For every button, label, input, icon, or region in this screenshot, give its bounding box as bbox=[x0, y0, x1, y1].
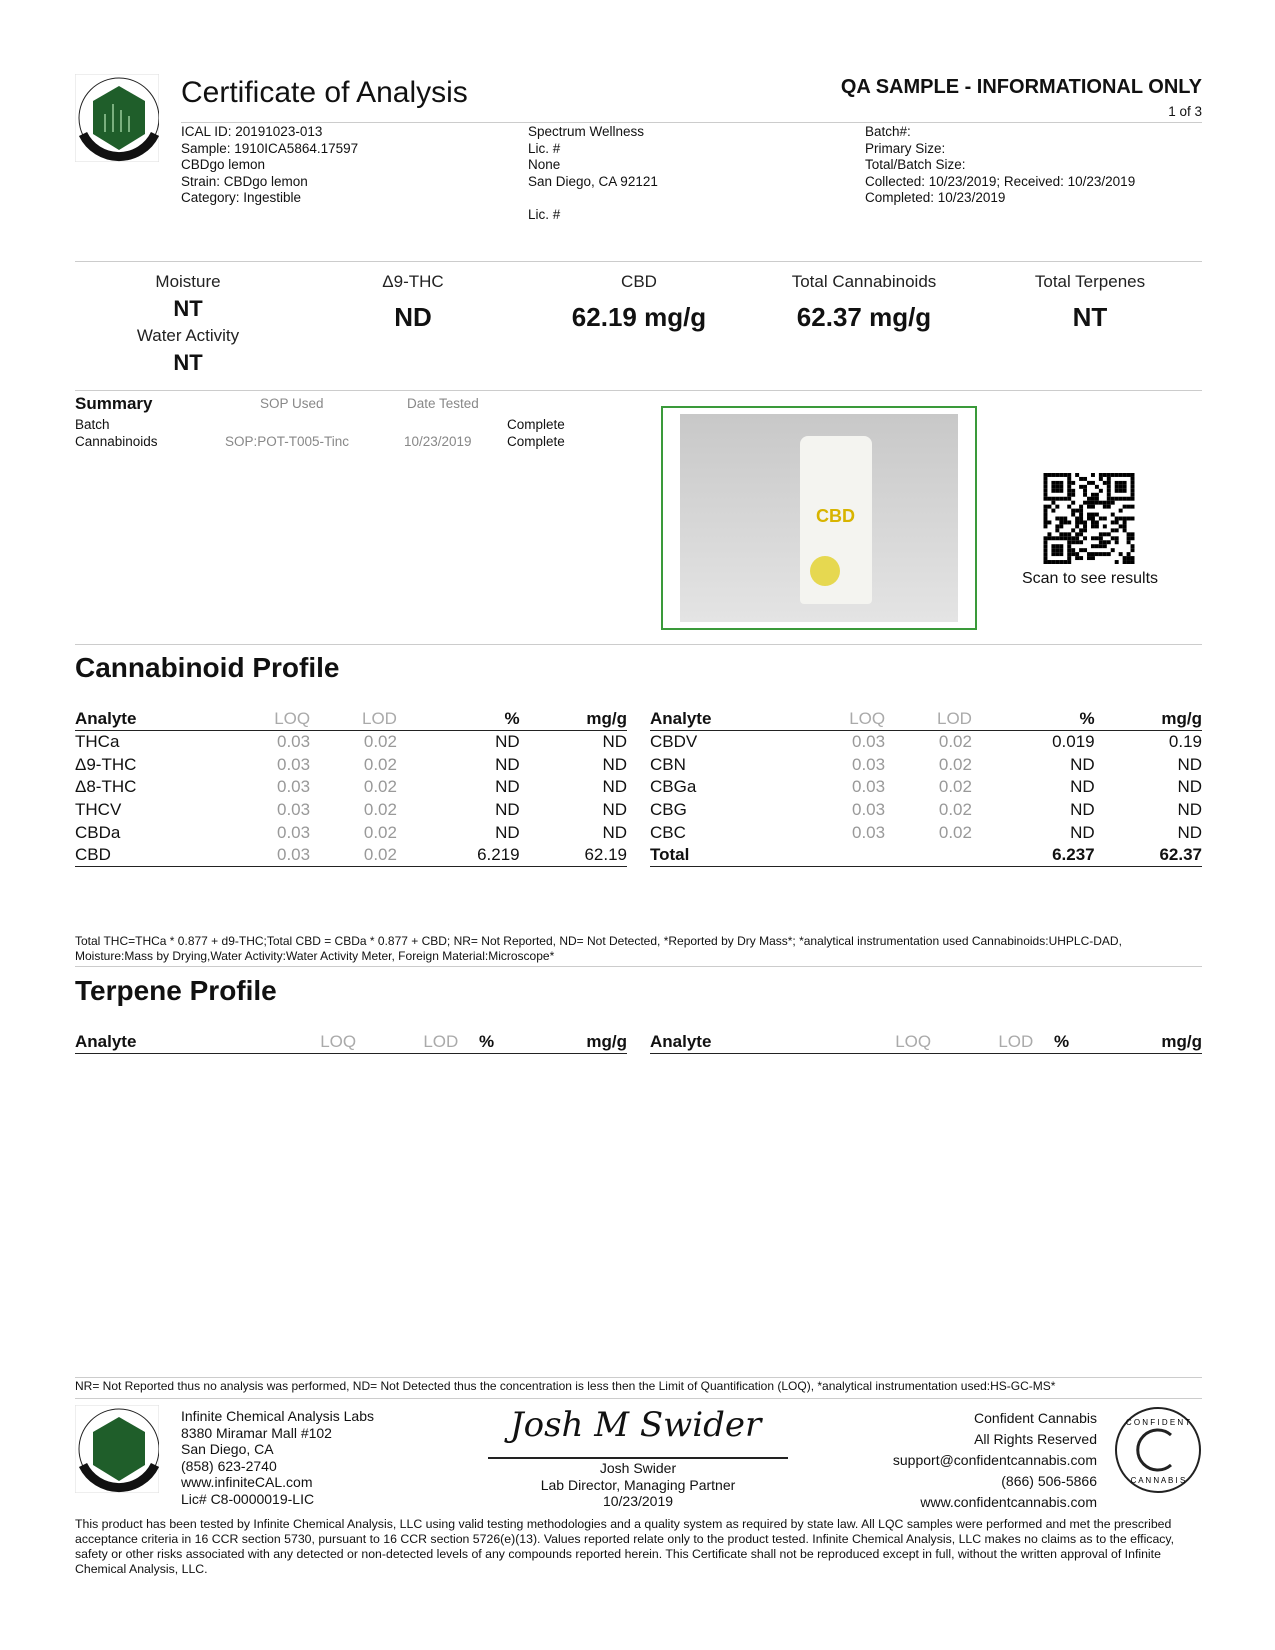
table-cell: 0.02 bbox=[363, 754, 397, 774]
column-header: % bbox=[972, 708, 1095, 731]
column-header: mg/g bbox=[520, 708, 627, 731]
column-header: Analyte bbox=[650, 1031, 854, 1054]
qa-label: QA SAMPLE - INFORMATIONAL ONLY bbox=[840, 76, 1202, 98]
table-cell: 0.02 bbox=[938, 822, 972, 842]
table-cell: ND bbox=[1070, 754, 1095, 774]
moisture-metric: Moisture NT Water Activity NT bbox=[136, 272, 240, 375]
column-header: LOD bbox=[885, 708, 972, 731]
summary-title: Summary bbox=[75, 394, 153, 413]
summary-status: Complete bbox=[507, 434, 565, 449]
svg-text:C A N N A B I S: C A N N A B I S bbox=[1130, 1476, 1186, 1485]
table-cell: 62.37 bbox=[1095, 844, 1202, 867]
column-header: LOD bbox=[310, 708, 397, 731]
column-header: LOD bbox=[931, 1031, 1033, 1054]
svg-text:C O N F I D E N T: C O N F I D E N T bbox=[1125, 1418, 1191, 1427]
table-cell: 0.03 bbox=[852, 777, 886, 797]
table-cell: 0.03 bbox=[277, 822, 311, 842]
table-row bbox=[650, 821, 1202, 844]
table-row bbox=[75, 821, 627, 844]
table-row bbox=[75, 799, 627, 822]
table-cell: ND bbox=[602, 777, 627, 797]
terpene-table-left bbox=[75, 1031, 627, 1054]
column-header: Analyte bbox=[75, 1031, 279, 1054]
table-cell: Δ9-THC bbox=[75, 754, 137, 774]
table-cell: ND bbox=[1177, 822, 1202, 842]
terpene-profile-title: Terpene Profile bbox=[75, 975, 277, 1006]
table-cell bbox=[885, 844, 972, 867]
batch-info: Batch#: Primary Size: Total/Batch Size: Collected: 10/23/2019; Received: 10/23/2019 Completed: 10/23/2019 bbox=[865, 124, 1136, 205]
table-row bbox=[75, 844, 627, 867]
table-cell: ND bbox=[602, 822, 627, 842]
table-row bbox=[650, 731, 1202, 754]
client-info: Spectrum Wellness Lic. # None San Diego, CA 92121 Lic. # bbox=[528, 124, 658, 222]
table-cell: CBDV bbox=[650, 732, 698, 752]
table-cell: 0.03 bbox=[277, 800, 311, 820]
total-terpenes-metric: Total Terpenes NT bbox=[1034, 272, 1146, 332]
summary-row-batch: Batch bbox=[75, 417, 110, 432]
table-cell: Total bbox=[650, 844, 803, 867]
table-cell: 0.02 bbox=[938, 800, 972, 820]
table-row bbox=[650, 844, 1202, 867]
table-cell: ND bbox=[1070, 822, 1095, 842]
table-cell: 6.237 bbox=[972, 844, 1095, 867]
table-cell: 0.02 bbox=[363, 822, 397, 842]
total-cannabinoids-metric: Total Cannabinoids 62.37 mg/g bbox=[791, 272, 937, 332]
table-cell: 0.03 bbox=[277, 732, 311, 752]
table-cell: ND bbox=[1070, 800, 1095, 820]
table-cell: CBN bbox=[650, 754, 686, 774]
table-cell: CBC bbox=[650, 822, 686, 842]
lab-logo-footer bbox=[75, 1405, 159, 1493]
summary-sop: SOP:POT-T005-Tinc bbox=[225, 434, 350, 449]
table-cell: ND bbox=[602, 754, 627, 774]
column-header: LOQ bbox=[228, 708, 310, 731]
lab-address: Infinite Chemical Analysis Labs 8380 Miramar Mall #102 San Diego, CA (858) 623-2740 www.infiniteCAL.com Lic# C8-0000019-LIC bbox=[181, 1408, 374, 1507]
table-cell: ND bbox=[495, 754, 520, 774]
date-header: Date Tested bbox=[407, 396, 479, 411]
signer-block: Josh Swider Lab Director, Managing Partner 10/23/2019 bbox=[540, 1460, 736, 1509]
table-cell: ND bbox=[495, 822, 520, 842]
cannabinoid-footnote: Total THC=THCa * 0.877 + d9-THC;Total CBD = CBDa * 0.877 + CBD; NR= Not Reported, ND= Not Detected, *Reported by Dry Mass*; *analytical instrumentation used Cannabinoids:UHPLC-DAD, Moisture:Mass by Drying,Water Activity:Water Activity Meter, Foreign Material:Microscope* bbox=[75, 934, 1122, 963]
column-header: mg/g bbox=[1069, 1031, 1202, 1054]
table-cell: 62.19 bbox=[520, 844, 627, 867]
table-cell: CBDa bbox=[75, 822, 121, 842]
table-cell: CBD bbox=[75, 844, 228, 867]
column-header: % bbox=[1033, 1031, 1069, 1054]
cannabinoid-table-left bbox=[75, 708, 627, 867]
table-cell: ND bbox=[495, 777, 520, 797]
cannabinoid-table-right bbox=[650, 708, 1202, 867]
table-cell: 6.219 bbox=[397, 844, 520, 867]
table-row bbox=[75, 753, 627, 776]
table-cell: 0.03 bbox=[277, 754, 311, 774]
table-cell: 0.02 bbox=[363, 777, 397, 797]
table-cell: ND bbox=[495, 732, 520, 752]
table-cell: 0.02 bbox=[938, 754, 972, 774]
table-row bbox=[650, 799, 1202, 822]
cc-website-link[interactable]: www.confidentcannabis.com bbox=[920, 1494, 1097, 1510]
summary-date: 10/23/2019 bbox=[404, 434, 472, 449]
lab-website-link[interactable]: www.infiniteCAL.com bbox=[181, 1474, 313, 1490]
table-cell: 0.02 bbox=[310, 844, 397, 867]
table-cell: ND bbox=[1177, 754, 1202, 774]
terpene-table-right bbox=[650, 1031, 1202, 1054]
column-header: % bbox=[397, 708, 520, 731]
table-cell: 0.03 bbox=[228, 844, 310, 867]
table-cell: ND bbox=[1177, 800, 1202, 820]
bottle-icon: CBD bbox=[800, 436, 872, 604]
table-cell: ND bbox=[1177, 777, 1202, 797]
sop-header: SOP Used bbox=[260, 396, 324, 411]
table-cell: 0.02 bbox=[938, 777, 972, 797]
disclaimer: This product has been tested by Infinite Chemical Analysis, LLC using valid testing methodologies and a quality system as required by state law. All LQC samples were performed and met the prescribed acceptance criteria in 16 CCR section 5730, pursuant to 16 CCR section 5726(e)(13). Values reported relate only to the product tested. Infinite Chemical Analysis, LLC makes no claims as to the efficacy, safety or other risks associated with any detected or non-detected levels of any compounds reported herein. This Certificate shall not be reproduced except in full, without the written approval of Infinite Chemical Analysis, LLC. bbox=[75, 1517, 1175, 1576]
table-row bbox=[650, 776, 1202, 799]
footer-note: NR= Not Reported thus no analysis was performed, ND= Not Detected thus the concentration is less then the Limit of Quantification (LOQ), *analytical instrumentation used:HS-GC-MS* bbox=[75, 1379, 1056, 1393]
column-header: LOD bbox=[356, 1031, 458, 1054]
table-row bbox=[75, 776, 627, 799]
column-header: LOQ bbox=[279, 1031, 356, 1054]
table-row bbox=[650, 753, 1202, 776]
table-cell: 0.03 bbox=[852, 822, 886, 842]
column-header: Analyte bbox=[75, 708, 228, 731]
column-header: mg/g bbox=[494, 1031, 627, 1054]
cc-info: Confident Cannabis All Rights Reserved support@confidentcannabis.com (866) 506-5866 www.confidentcannabis.com bbox=[893, 1408, 1097, 1513]
product-photo bbox=[661, 406, 977, 630]
table-cell: ND bbox=[602, 732, 627, 752]
column-header: Analyte bbox=[650, 708, 803, 731]
signature: Josh M Swider bbox=[510, 1405, 762, 1445]
qr-caption: Scan to see results bbox=[1021, 570, 1159, 587]
summary-status: Complete bbox=[507, 417, 565, 432]
table-cell: 0.03 bbox=[277, 777, 311, 797]
column-header: LOQ bbox=[854, 1031, 931, 1054]
table-cell: 0.03 bbox=[852, 732, 886, 752]
table-cell: 0.03 bbox=[852, 800, 886, 820]
table-cell: ND bbox=[602, 800, 627, 820]
qr-code-icon[interactable] bbox=[1043, 473, 1135, 564]
table-cell: THCa bbox=[75, 732, 120, 752]
support-email-link[interactable]: support@confidentcannabis.com bbox=[892, 1452, 1097, 1468]
table-cell: 0.19 bbox=[1168, 732, 1202, 752]
column-header: % bbox=[458, 1031, 494, 1054]
table-cell bbox=[803, 844, 885, 867]
thc-metric: Δ9-THC ND bbox=[382, 272, 444, 332]
confident-cannabis-logo bbox=[1113, 1405, 1203, 1495]
table-cell: CBG bbox=[650, 800, 687, 820]
sample-info: ICAL ID: 20191023-013 Sample: 1910ICA5864.17597 CBDgo lemon Strain: CBDgo lemon Category: Ingestible bbox=[181, 124, 359, 205]
table-cell: CBGa bbox=[650, 777, 697, 797]
table-cell: ND bbox=[1070, 777, 1095, 797]
summary-row-cannabinoids: Cannabinoids bbox=[75, 434, 158, 449]
cbd-metric: CBD 62.19 mg/g bbox=[571, 272, 707, 332]
table-row bbox=[75, 731, 627, 754]
column-header: mg/g bbox=[1095, 708, 1202, 731]
table-cell: 0.02 bbox=[363, 732, 397, 752]
document-title: Certificate of Analysis bbox=[181, 76, 468, 109]
table-cell: 0.019 bbox=[1052, 732, 1095, 752]
column-header: LOQ bbox=[803, 708, 885, 731]
table-cell: 0.02 bbox=[363, 800, 397, 820]
table-cell: 0.03 bbox=[852, 754, 886, 774]
table-cell: ND bbox=[495, 800, 520, 820]
page-number: 1 of 3 bbox=[1168, 104, 1202, 119]
cannabinoid-profile-title: Cannabinoid Profile bbox=[75, 652, 340, 683]
lab-logo bbox=[75, 74, 159, 162]
table-cell: 0.02 bbox=[938, 732, 972, 752]
table-cell: Δ8-THC bbox=[75, 777, 137, 797]
table-cell: THCV bbox=[75, 800, 122, 820]
